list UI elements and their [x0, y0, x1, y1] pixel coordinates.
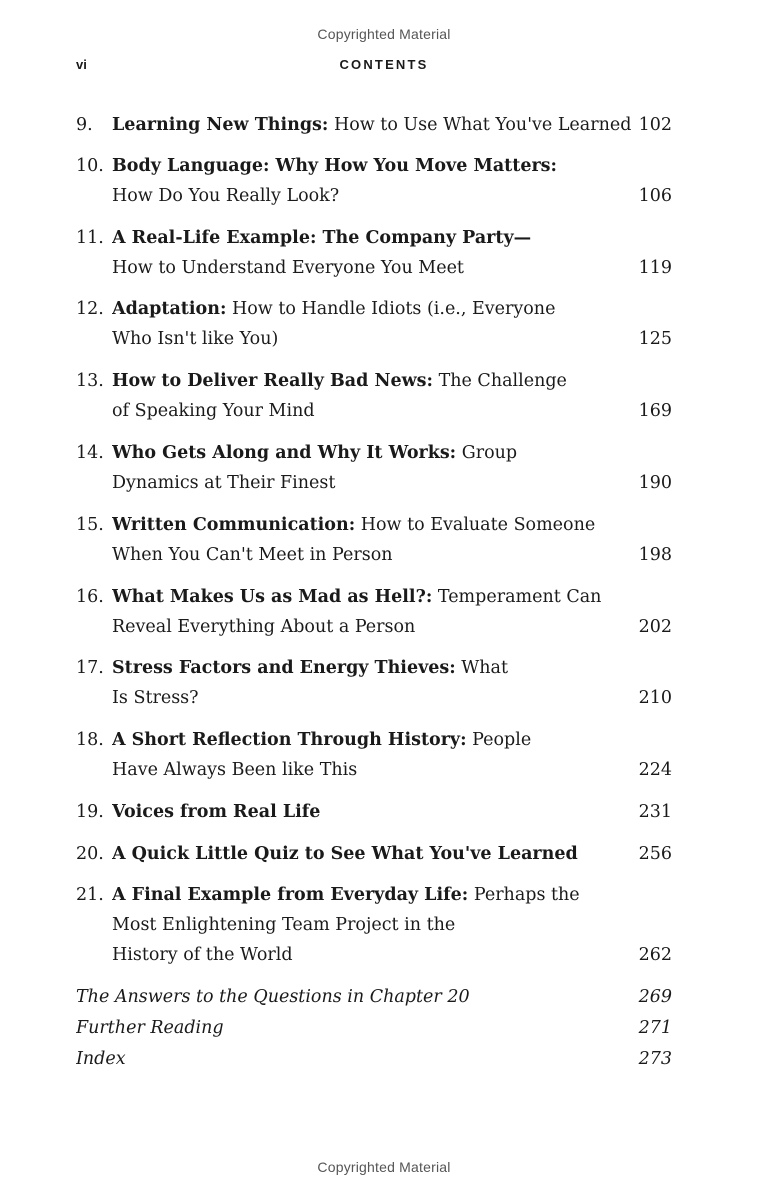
- chapter-subtitle-cont: Who Isn't like You): [112, 329, 279, 349]
- chapter-subtitle-cont: History of the World: [112, 945, 293, 965]
- chapter-subtitle-cont: Reveal Everything About a Person: [112, 617, 416, 637]
- chapter-title: Written Communication:: [112, 515, 356, 535]
- chapter-subtitle: How Do You Really Look?: [112, 186, 340, 206]
- chapter-subtitle: Group: [461, 443, 518, 463]
- chapter-number: 19.: [76, 802, 104, 822]
- chapter-subtitle-cont: Most Enlightening Team Project in the: [112, 915, 456, 935]
- chapter-title: Stress Factors and Energy Thieves:: [112, 658, 456, 678]
- page-ref: 169: [638, 401, 672, 421]
- chapter-subtitle: People: [472, 730, 532, 750]
- chapter-subtitle-cont: of Speaking Your Mind: [112, 401, 315, 421]
- chapter-subtitle: How to Handle Idiots (i.e., Everyone: [231, 299, 556, 319]
- toc-entry-11[interactable]: [76, 223, 672, 283]
- page-ref: 202: [638, 617, 672, 637]
- chapter-title: A Short Reflection Through History:: [112, 730, 467, 750]
- chapter-number: 21.: [76, 885, 104, 905]
- page-ref: 198: [638, 545, 672, 565]
- chapter-subtitle-cont: Dynamics at Their Finest: [112, 473, 336, 493]
- chapter-subtitle: What: [461, 658, 509, 678]
- page-ref: 271: [638, 1018, 672, 1038]
- chapter-number: 13.: [76, 371, 104, 391]
- page-ref: 256: [638, 844, 672, 864]
- toc-entry-18[interactable]: [76, 725, 672, 785]
- chapter-title: Who Gets Along and Why It Works:: [112, 443, 457, 463]
- page-ref: 125: [638, 329, 672, 349]
- chapter-number: 12.: [76, 299, 104, 319]
- page-ref: 269: [638, 987, 672, 1007]
- running-head-title: CONTENTS: [339, 57, 429, 72]
- chapter-subtitle: How to Evaluate Someone: [360, 515, 596, 535]
- copyright-watermark-bottom: Copyrighted Material: [317, 1159, 451, 1175]
- chapter-title: What Makes Us as Mad as Hell?:: [112, 587, 433, 607]
- chapter-title: Adaptation:: [112, 299, 227, 319]
- page-ref: 190: [638, 473, 672, 493]
- toc-entry-17[interactable]: [76, 653, 672, 713]
- chapter-subtitle-cont: Is Stress?: [112, 688, 199, 708]
- chapter-title: How to Deliver Really Bad News:: [112, 371, 433, 391]
- toc-entry-further-reading[interactable]: [76, 1013, 672, 1044]
- chapter-number: 16.: [76, 587, 104, 607]
- backmatter-title: The Answers to the Questions in Chapter 20: [76, 987, 470, 1007]
- chapter-number: 14.: [76, 443, 104, 463]
- chapter-number: 11.: [76, 228, 104, 248]
- page-ref: 106: [638, 186, 672, 206]
- backmatter-title: Index: [76, 1049, 126, 1069]
- chapter-number: 9.: [76, 115, 93, 135]
- toc-entry-12[interactable]: [76, 294, 672, 354]
- page-ref: 273: [638, 1049, 672, 1069]
- page-ref: 231: [638, 802, 672, 822]
- chapter-title: Learning New Things:: [112, 115, 329, 135]
- backmatter-title: Further Reading: [76, 1018, 224, 1038]
- chapter-number: 20.: [76, 844, 104, 864]
- chapter-subtitle: Temperament Can: [437, 587, 602, 607]
- chapter-number: 18.: [76, 730, 104, 750]
- page-ref: 210: [638, 688, 672, 708]
- chapter-title: Voices from Real Life: [112, 802, 321, 822]
- toc-entry-19[interactable]: [76, 797, 672, 827]
- toc-entry-10[interactable]: [76, 151, 672, 211]
- toc-entry-16[interactable]: [76, 582, 672, 642]
- chapter-subtitle: The Challenge: [438, 371, 567, 391]
- chapter-title: A Final Example from Everyday Life:: [112, 885, 469, 905]
- chapter-subtitle: How to Use What You've Learned: [333, 115, 632, 135]
- chapter-subtitle: How to Understand Everyone You Meet: [112, 258, 464, 278]
- toc-entry-20[interactable]: [76, 839, 672, 869]
- chapter-title: Body Language: Why How You Move Matters:: [112, 156, 557, 176]
- chapter-number: 17.: [76, 658, 104, 678]
- page-ref: 224: [638, 760, 672, 780]
- chapter-title: A Quick Little Quiz to See What You've Learned: [112, 844, 578, 864]
- toc-entry-index[interactable]: [76, 1044, 672, 1075]
- page-ref: 119: [638, 258, 672, 278]
- toc-entry-9[interactable]: [76, 110, 672, 140]
- chapter-number: 15.: [76, 515, 104, 535]
- chapter-title: A Real-Life Example: The Company Party—: [112, 228, 532, 248]
- toc-entry-13[interactable]: [76, 366, 672, 426]
- chapter-subtitle-cont: Have Always Been like This: [112, 760, 358, 780]
- chapter-subtitle-cont: When You Can't Meet in Person: [112, 545, 393, 565]
- toc-entry-21[interactable]: [76, 880, 672, 970]
- toc-backmatter: [76, 982, 672, 1075]
- chapter-subtitle: Perhaps the: [473, 885, 580, 905]
- toc-entry-15[interactable]: [76, 510, 672, 570]
- toc-entry-14[interactable]: [76, 438, 672, 498]
- page-ref: 102: [638, 115, 672, 135]
- chapter-number: 10.: [76, 156, 104, 176]
- copyright-watermark-top: Copyrighted Material: [317, 26, 451, 42]
- page-number: vi: [76, 57, 87, 72]
- toc-entry-answers[interactable]: [76, 982, 672, 1013]
- page-ref: 262: [638, 945, 672, 965]
